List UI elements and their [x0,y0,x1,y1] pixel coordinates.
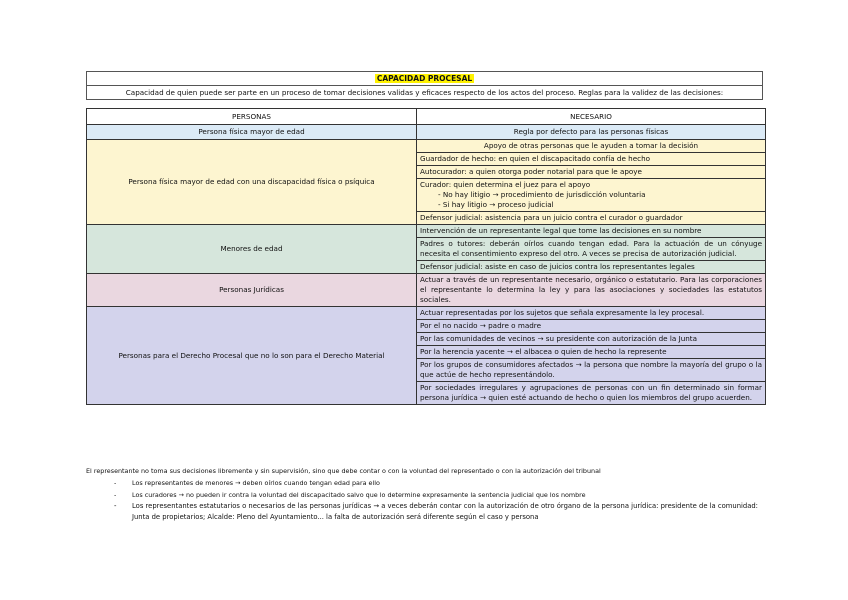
menores-row-intervencion: Intervención de un representante legal que tome las decisiones en su nombre [417,225,766,238]
column-header-necesario: NECESARIO [417,109,766,125]
menores-row-padres: Padres o tutores: deberán oírlos cuando tengan edad. Para la actuación de un cónyuge necesita el consentimiento expreso del otro. A veces se precisa de autorización judicial. [417,238,766,261]
default-rule-cell: Regla por defecto para las personas físicas [417,125,766,140]
default-person-cell: Persona física mayor de edad [87,125,417,140]
group-label-procesal: Personas para el Derecho Procesal que no lo son para el Derecho Material [87,307,417,405]
discapacidad-row-curador [417,179,766,212]
juridicas-row-representante: Actuar a través de un representante necesario, orgánico o estatutario. Para las corporaciones el representante lo determina la ley y para las asociaciones y sociedades las estatutos sociales. [417,274,766,307]
table-header-row [87,109,766,125]
title-box [86,71,763,100]
procesal-row-no-nacido: Por el no nacido → padre o madre [417,320,766,333]
procesal-row-herencia: Por la herencia yacente → el albacea o quien de hecho la represente [417,346,766,359]
menores-row-defensor: Defensor judicial: asiste en caso de juicios contra los representantes legales [417,261,766,274]
table-row [87,274,766,307]
list-item: - Los representantes de menores → deben oírlos cuando tengan edad para ello [132,477,776,489]
procesal-row-consumidores: Por los grupos de consumidores afectados → la persona que nombre la mayoría del grupo o la que actúe de hecho representándolo. [417,359,766,382]
group-label-discapacidad: Persona física mayor de edad con una discapacidad física o psíquica [87,140,417,225]
group-label-menores: Menores de edad [87,225,417,274]
procesal-row-sociedades: Por sociedades irregulares y agrupaciones de personas con un fin determinado sin formar persona jurídica → quien esté actuando de hecho o quien los miembros del grupo acuerden. [417,382,766,405]
table-row [87,225,766,238]
group-menores [87,225,766,274]
discapacidad-row-apoyo: Apoyo de otras personas que le ayuden a tomar la decisión [417,140,766,153]
discapacidad-row-autocurador: Autocurador: a quien otorga poder notarial para que le apoye [417,166,766,179]
group-label-juridicas: Personas Jurídicas [87,274,417,307]
group-discapacidad [87,140,766,225]
page-title: CAPACIDAD PROCESAL [376,74,473,83]
notes-intro: El representante no toma sus decisiones libremente y sin supervisión, sino que debe contar o con la voluntad del representado o con la autorización del tribunal [86,467,601,475]
curador-subitem-no-litigio: - No hay litigio → procedimiento de jurisdicción voluntaria [438,190,646,199]
group-procesal [87,307,766,405]
capacity-table [86,108,766,405]
notes-list [86,477,776,523]
notes-section [86,465,776,523]
list-item: - Los curadores → no pueden ir contra la voluntad del discapacitado salvo que lo determine expresamente la sentencia judicial que los nombre [132,489,776,501]
column-header-personas: PERSONAS [87,109,417,125]
page-subtitle: Capacidad de quien puede ser parte en un proceso de tomar decisiones validas y eficaces respecto de los actos del proceso. Reglas para la validez de las decisiones: [125,88,724,97]
curador-text: Curador: quien determina el juez para el apoyo [420,180,591,189]
discapacidad-row-defensor: Defensor judicial: asistencia para un juicio contra el curador o guardador [417,212,766,225]
discapacidad-row-guardador: Guardador de hecho: en quien el discapacitado confía de hecho [417,153,766,166]
table-row-default [87,125,766,140]
curador-subitem-litigio: - Si hay litigio → proceso judicial [438,200,554,209]
procesal-row-comunidades: Por las comunidades de vecinos → su presidente con autorización de la Junta [417,333,766,346]
group-juridicas [87,274,766,307]
procesal-row-ley: Actuar representadas por los sujetos que señala expresamente la ley procesal. [417,307,766,320]
list-item: - Los representantes estatutarios o necesarios de las personas jurídicas → a veces deberán contar con la autorización de otro órgano de la persona jurídica: presidente de la comunidad: Junta de propietarios; Alcalde: Pleno del Ayuntamiento... la falta de autorización será diferente según el caso y persona [132,501,776,523]
table-row [87,307,766,320]
table-row [87,140,766,153]
title-row [87,72,762,86]
